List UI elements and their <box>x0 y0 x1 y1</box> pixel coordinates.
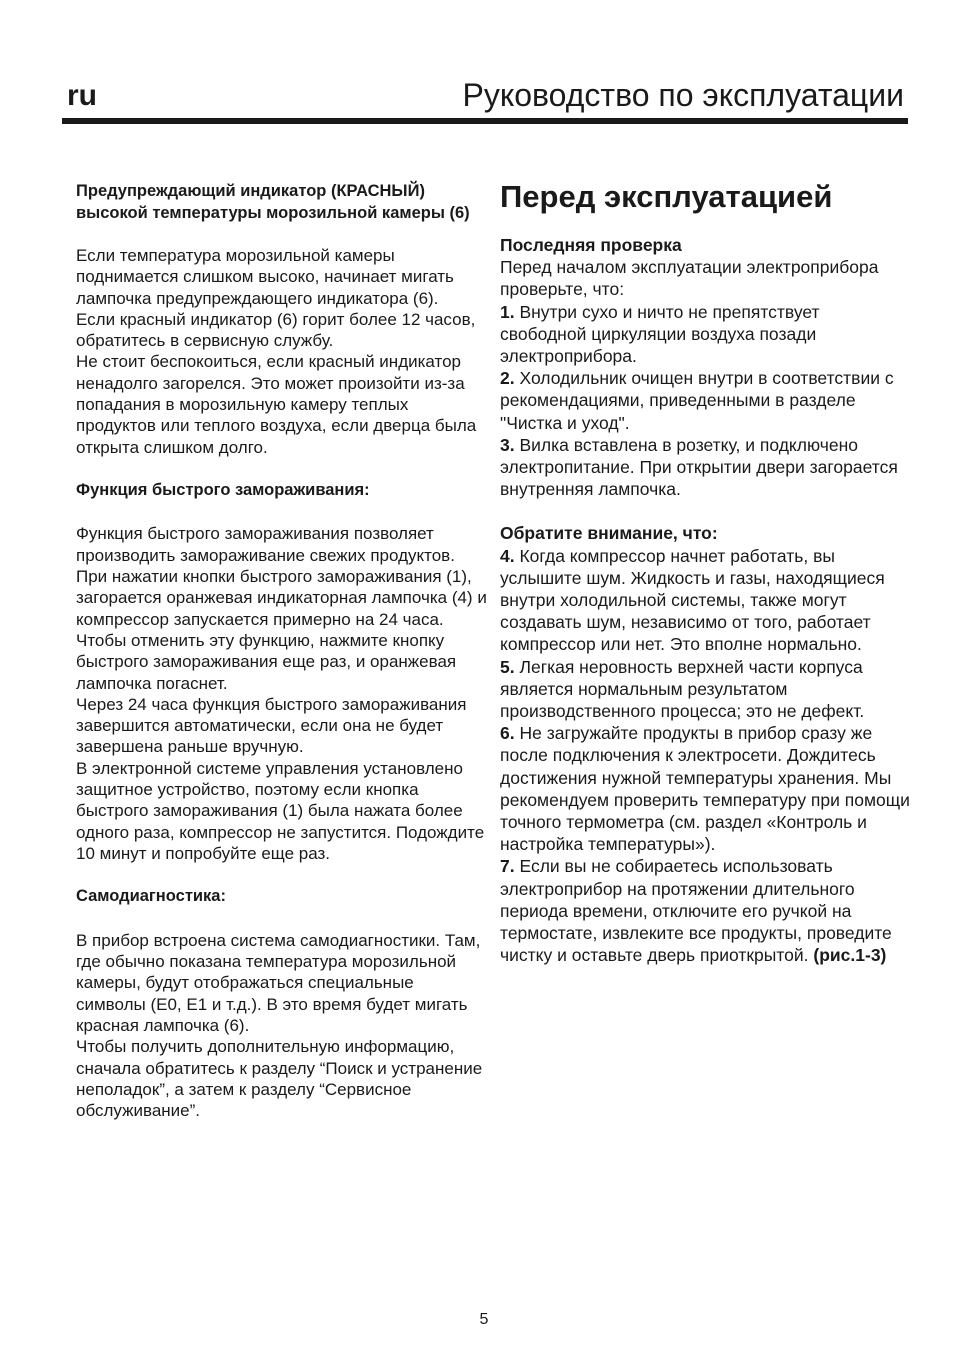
item-number: 1. <box>500 301 515 322</box>
item-number: 2. <box>500 368 515 389</box>
self-diagnostics-heading: Самодиагностика: <box>76 887 226 906</box>
document-title: Руководство по эксплуатации <box>462 77 904 113</box>
check-item-3 <box>500 434 910 501</box>
warning-indicator-heading: Предупреждающий индикатор (КРАСНЫЙ) высокой температуры морозильной камеры (6) <box>76 182 470 222</box>
item-text: Холодильник очищен внутри в соответствии с рекомендациями, приведенными в разделе "Чистка и уход". <box>500 368 894 433</box>
self-diagnostics-paragraph-2: Чтобы получить дополнительную информацию, сначала обратитесь к разделу “Поиск и устранение неполадок”, а затем к разделу “Сервисное обслуживание”. <box>76 1037 483 1121</box>
note-item-5 <box>500 656 910 723</box>
note-heading: Обратите внимание, что: <box>500 523 718 544</box>
fast-freeze-heading: Функция быстрого замораживания: <box>76 480 370 499</box>
item-number: 5. <box>500 656 515 677</box>
final-check-heading: Последняя проверка <box>500 235 682 255</box>
fast-freeze-paragraph-4: Через 24 часа функция быстрого замораживания завершится автоматически, если она не будет завершена раньше вручную. <box>76 694 467 757</box>
page-number: 5 <box>479 1311 489 1328</box>
right-column <box>500 178 910 967</box>
item-text: Легкая неровность верхней части корпуса является нормальным результатом производственного процесса; это не дефект. <box>500 656 865 722</box>
fast-freeze-paragraph-2: При нажатии кнопки быстрого замораживания (1), загорается оранжевая индикаторная лампочка (4) и компрессор запускается примерно на 24 часа. <box>76 567 487 629</box>
item-text: Внутри сухо и ничто не препятствует свободной циркуляции воздуха позади электроприбора. <box>500 301 820 367</box>
item-text: Вилка вставлена в розетку, и подключено электропитание. При открытии двери загорается внутренняя лампочка. <box>500 434 898 500</box>
warning-paragraph-2: Если красный индикатор (6) горит более 12 часов, обратитесь в сервисную службу. <box>76 309 476 351</box>
check-item-1 <box>500 301 910 368</box>
item-number: 6. <box>500 723 515 744</box>
page-header <box>62 74 908 122</box>
item-number: 7. <box>500 856 515 877</box>
left-column <box>76 181 488 1121</box>
note-item-4 <box>500 545 910 656</box>
figure-reference: (рис.1-3) <box>813 945 887 966</box>
header-rule <box>62 118 908 124</box>
fast-freeze-paragraph-1: Функция быстрого замораживания позволяет производить замораживание свежих продуктов. <box>76 524 455 565</box>
warning-paragraph-3: Не стоит беспокоиться, если красный индикатор ненадолго загорелся. Это может произойти из-за попадания в морозильную камеру теплых продуктов или теплого воздуха, если дверца была открыта слишком долго. <box>76 352 477 457</box>
final-check-intro: Перед началом эксплуатации электроприбора проверьте, что: <box>500 257 879 300</box>
item-text: Когда компрессор начнет работать, вы услышите шум. Жидкость и газы, находящиеся внутри холодильной системы, также могут создавать шум, независимо от того, работает компрессор или нет. Это вполне нормально. <box>500 545 885 655</box>
item-text: Не загружайте продукты в прибор сразу же после подключения к электросети. Дождитесь достижения нужной температуры хранения. Мы рекомендуем проверить температуру при помощи точного термометра (см. раздел «Контроль и настройка температуры»). <box>500 723 910 855</box>
fast-freeze-paragraph-3: Чтобы отменить эту функцию, нажмите кнопку быстрого замораживания еще раз, и оранжевая лампочка погаснет. <box>76 630 457 693</box>
item-number: 3. <box>500 434 515 455</box>
note-item-7 <box>500 855 910 966</box>
self-diagnostics-paragraph-1: В прибор встроена система самодиагностики. Там, где обычно показана температура морозильной камеры, будут отображаться специальные символы (E0, E1 и т.д.). В это время будет мигать красная лампочка (6). <box>76 930 481 1035</box>
item-text: Если вы не собираетесь использовать электроприбор на протяжении длительного периода времени, отключите его ручкой на термостате, извлеките все продукты, проведите чистку и оставьте дверь приоткрытой. <box>500 856 892 966</box>
fast-freeze-paragraph-5: В электронной системе управления установлено защитное устройство, поэтому если кнопка быстрого замораживания (1) была нажата более одного раза, компрессор не запустится. Подождите 10 минут и попробуйте еще раз. <box>76 758 485 863</box>
before-use-title: Перед эксплуатацией <box>500 179 833 214</box>
note-item-6 <box>500 722 910 855</box>
language-code: ru <box>67 79 97 112</box>
check-item-2 <box>500 367 910 434</box>
item-number: 4. <box>500 545 515 566</box>
warning-paragraph-1: Если температура морозильной камеры поднимается слишком высоко, начинает мигать лампочка предупреждающего индикатора (6). <box>76 246 454 308</box>
